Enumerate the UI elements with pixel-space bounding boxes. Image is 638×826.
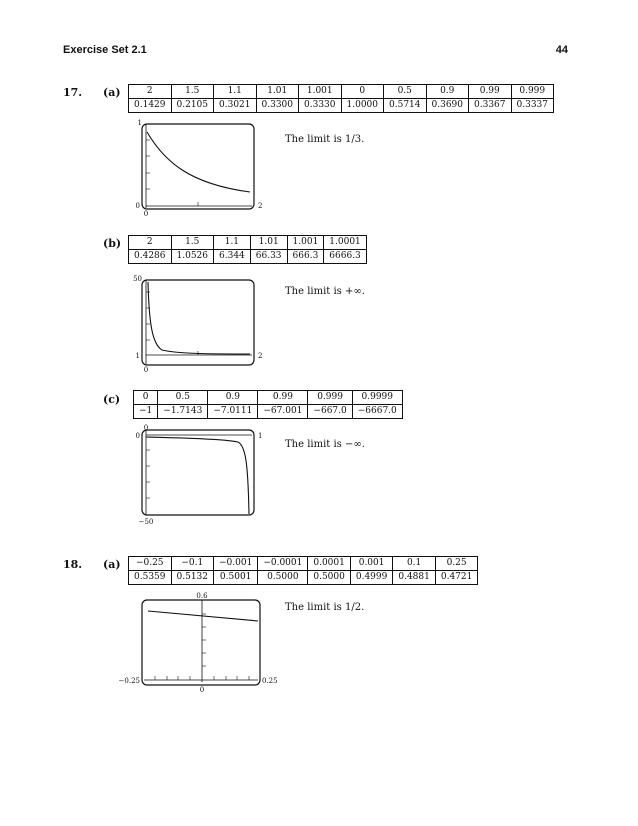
table-cell: 0.5359 [129, 571, 172, 585]
ymin-label: 0 [135, 202, 140, 210]
xmax-label: 2 [258, 202, 263, 210]
table-cell: 0.25 [435, 557, 478, 571]
table-cell: 0.5 [158, 391, 208, 405]
xmax-label: 1 [258, 432, 263, 440]
table-cell: 0.99 [258, 391, 308, 405]
table-cell: 0.5714 [384, 99, 427, 113]
table-cell: 0.2105 [171, 99, 214, 113]
value-table [128, 556, 478, 585]
graph-17a [134, 116, 263, 218]
table-cell: 0.4286 [129, 250, 172, 264]
xmin-label: 0 [135, 432, 140, 440]
value-table [133, 390, 403, 419]
table-row-x [129, 85, 554, 99]
part-label: (c) [103, 393, 121, 406]
page-number: 44 [555, 44, 568, 56]
table-cell: 0.5000 [258, 571, 308, 585]
xmin-label: 0 [143, 210, 149, 218]
table-cell: 0.9 [208, 391, 258, 405]
table-cell: 1.01 [250, 236, 287, 250]
function-curve [146, 437, 249, 514]
table-row-x [129, 236, 367, 250]
table-cell: 1.5 [171, 236, 214, 250]
screen-frame [142, 600, 260, 685]
table-cell: 2 [129, 85, 172, 99]
table-cell: −0.0001 [258, 557, 308, 571]
table-cell: −67.001 [258, 405, 308, 419]
ymin-label: −50 [138, 518, 154, 526]
ymax-label: 0.6 [196, 592, 208, 600]
value-table [128, 235, 367, 264]
screen-frame [142, 124, 254, 209]
table-cell: 0.3367 [469, 99, 512, 113]
screen-frame [142, 430, 254, 515]
table-cell: 1.01 [256, 85, 299, 99]
table-cell: 0.001 [350, 557, 393, 571]
table-row-x [129, 557, 478, 571]
table-cell: 666.3 [287, 250, 324, 264]
limit-statement: The limit is +∞. [285, 286, 365, 297]
graph-18a [120, 592, 280, 702]
table-cell: 1.001 [299, 85, 342, 99]
ymin-label: 0 [199, 686, 205, 694]
table-cell: 1.1 [214, 236, 251, 250]
table-cell: 1.1 [214, 85, 257, 99]
table-cell: 0.3337 [511, 99, 554, 113]
ymin-label: 1 [135, 352, 140, 360]
function-curve [148, 282, 250, 354]
table-cell: 0.4881 [393, 571, 436, 585]
table-cell: 0.5001 [214, 571, 258, 585]
table-cell: −0.25 [129, 557, 172, 571]
problem-number: 18. [63, 558, 83, 571]
table-row-y [129, 571, 478, 585]
table-cell: 0.4721 [435, 571, 478, 585]
table-cell: 1.5 [171, 85, 214, 99]
table-cell: −1 [134, 405, 158, 419]
y-ticks [146, 140, 150, 189]
table-cell: 1.0526 [171, 250, 214, 264]
table-row-y [129, 99, 554, 113]
table-cell: 0.9999 [352, 391, 402, 405]
part-label: (a) [103, 558, 121, 571]
table-cell: −7.0111 [208, 405, 258, 419]
table-cell: 0.999 [511, 85, 554, 99]
table-cell: 0.1 [393, 557, 436, 571]
table-cell: 0.1429 [129, 99, 172, 113]
value-table [128, 84, 554, 113]
function-curve [147, 132, 250, 192]
table-row-y [134, 405, 403, 419]
table-cell: 0.3690 [426, 99, 469, 113]
graph-17c [134, 424, 263, 526]
table-cell: 0.5132 [171, 571, 214, 585]
table-row-y [129, 250, 367, 264]
y-ticks [202, 614, 206, 666]
table-cell: 1.0001 [324, 236, 367, 250]
table-cell: −667.0 [308, 405, 352, 419]
table-row-x [134, 391, 403, 405]
table-cell: 0.3330 [299, 99, 342, 113]
table-cell: −6667.0 [352, 405, 402, 419]
running-header-title: Exercise Set 2.1 [63, 44, 147, 56]
table-cell: 0.99 [469, 85, 512, 99]
table-cell: 0.4999 [350, 571, 393, 585]
table-cell: 0 [134, 391, 158, 405]
ymax-label: 1 [137, 119, 142, 127]
problem-number: 17. [63, 86, 83, 99]
limit-statement: The limit is 1/2. [285, 602, 365, 613]
table-cell: 6.344 [214, 250, 251, 264]
table-cell: 1.001 [287, 236, 324, 250]
table-cell: 6666.3 [324, 250, 367, 264]
table-cell: 0.3021 [214, 99, 257, 113]
table-cell: 0.5 [384, 85, 427, 99]
y-ticks [146, 450, 150, 498]
limit-statement: The limit is −∞. [285, 439, 365, 450]
limit-statement: The limit is 1/3. [285, 134, 365, 145]
part-label: (b) [103, 237, 122, 250]
table-cell: 0.999 [308, 391, 352, 405]
xmin-label: 0 [143, 366, 149, 374]
graph-17b [133, 272, 263, 374]
table-cell: 66.33 [250, 250, 287, 264]
xmax-label: 2 [258, 352, 263, 360]
table-cell: 0.9 [426, 85, 469, 99]
table-cell: 1.0000 [341, 99, 384, 113]
ymax-label: 50 [133, 275, 142, 283]
table-cell: 0 [341, 85, 384, 99]
function-curve [148, 611, 258, 621]
xmax-label: 0.25 [262, 677, 278, 685]
table-cell: 2 [129, 236, 172, 250]
table-cell: 0.0001 [308, 557, 351, 571]
table-cell: −0.1 [171, 557, 214, 571]
table-cell: 0.3300 [256, 99, 299, 113]
part-label: (a) [103, 86, 121, 99]
ymax-label: 0 [143, 424, 149, 432]
table-cell: −0.001 [214, 557, 258, 571]
table-cell: −1.7143 [158, 405, 208, 419]
table-cell: 0.5000 [308, 571, 351, 585]
xmin-label: −0.25 [118, 677, 140, 685]
